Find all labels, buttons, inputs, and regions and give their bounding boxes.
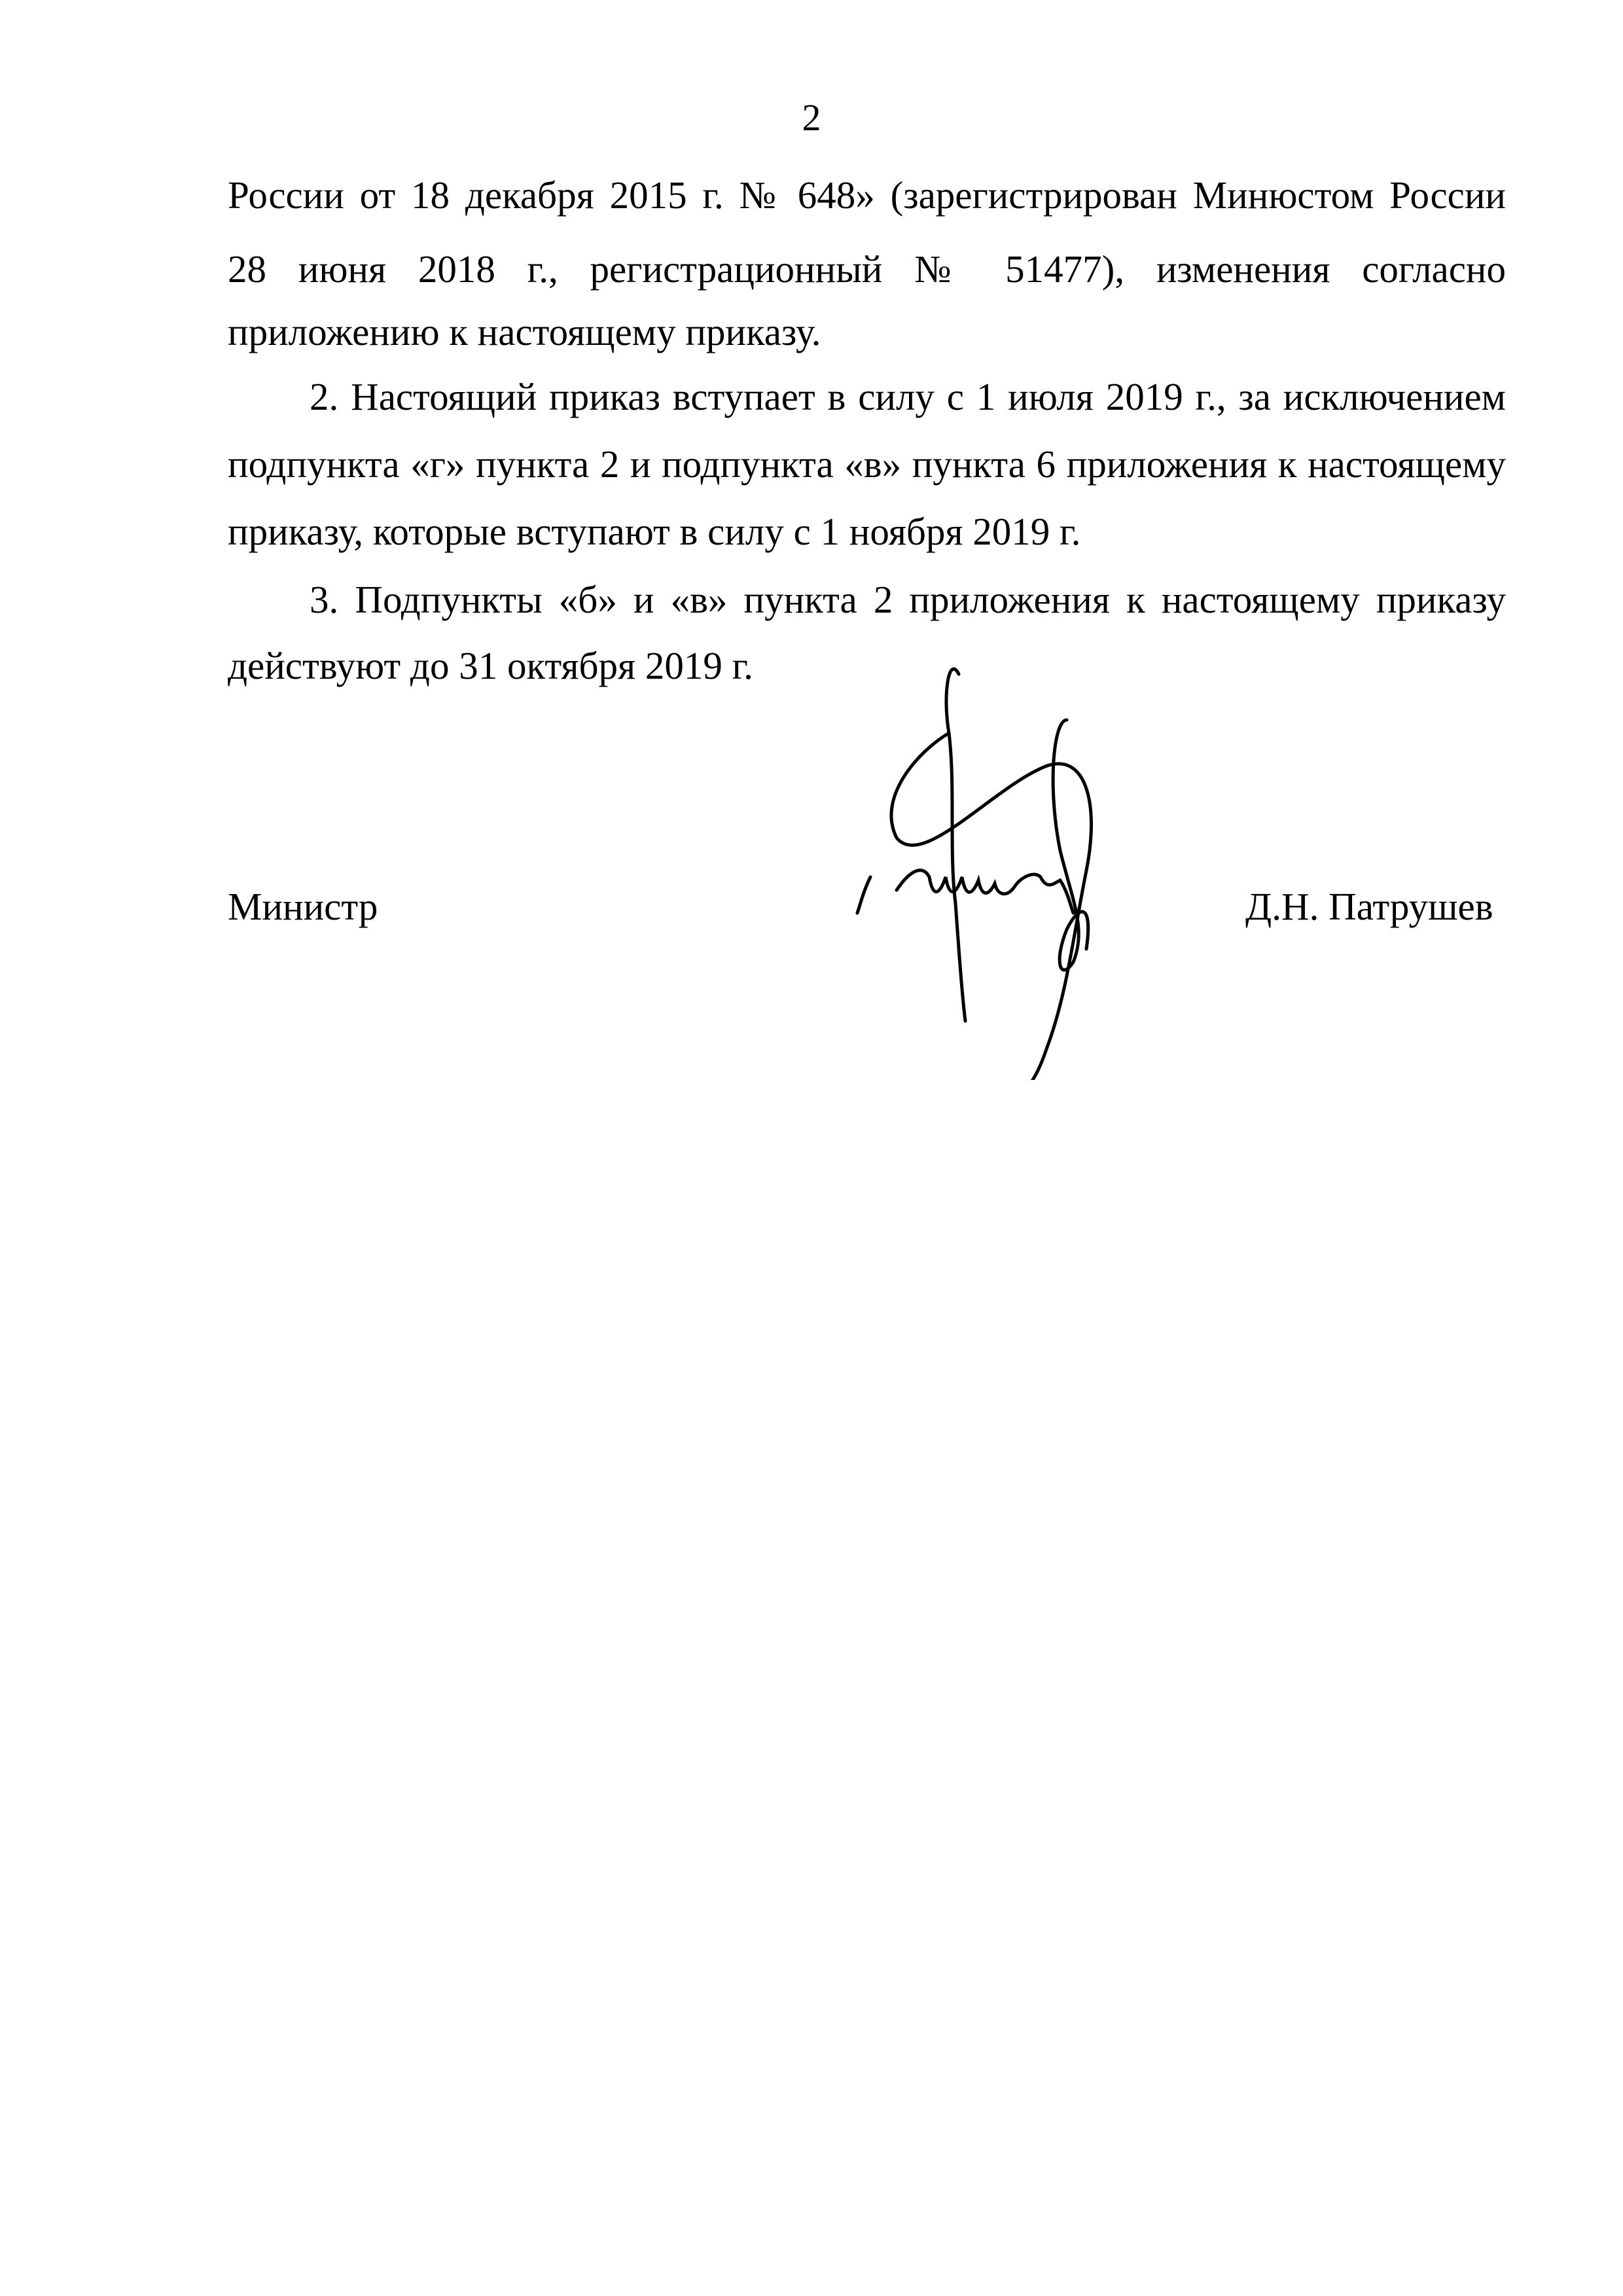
text-line: подпункта «г» пункта 2 и подпункта «в» пункта 6 приложения к настоящему	[228, 442, 1506, 486]
text-line: приложению к настоящему приказу.	[228, 310, 821, 353]
signatory-position: Министр	[228, 885, 378, 928]
text-line: 3. Подпункты «б» и «в» пункта 2 приложения к настоящему приказу	[310, 578, 1506, 621]
signatory-name: Д.Н. Патрушев	[1245, 885, 1493, 928]
text-line: России от 18 декабря 2015 г. № 648» (зарегистрирован Минюстом России	[228, 173, 1506, 217]
handwritten-signature	[851, 655, 1152, 1080]
text-line: 28 июня 2018 г., регистрационный № 51477), изменения согласно	[228, 247, 1506, 291]
text-line: 2. Настоящий приказ вступает в силу с 1 июля 2019 г., за исключением	[310, 375, 1506, 418]
text-line: действуют до 31 октября 2019 г.	[228, 644, 753, 687]
text-line: приказу, которые вступают в силу с 1 ноября 2019 г.	[228, 510, 1081, 553]
page-number: 2	[802, 96, 821, 139]
